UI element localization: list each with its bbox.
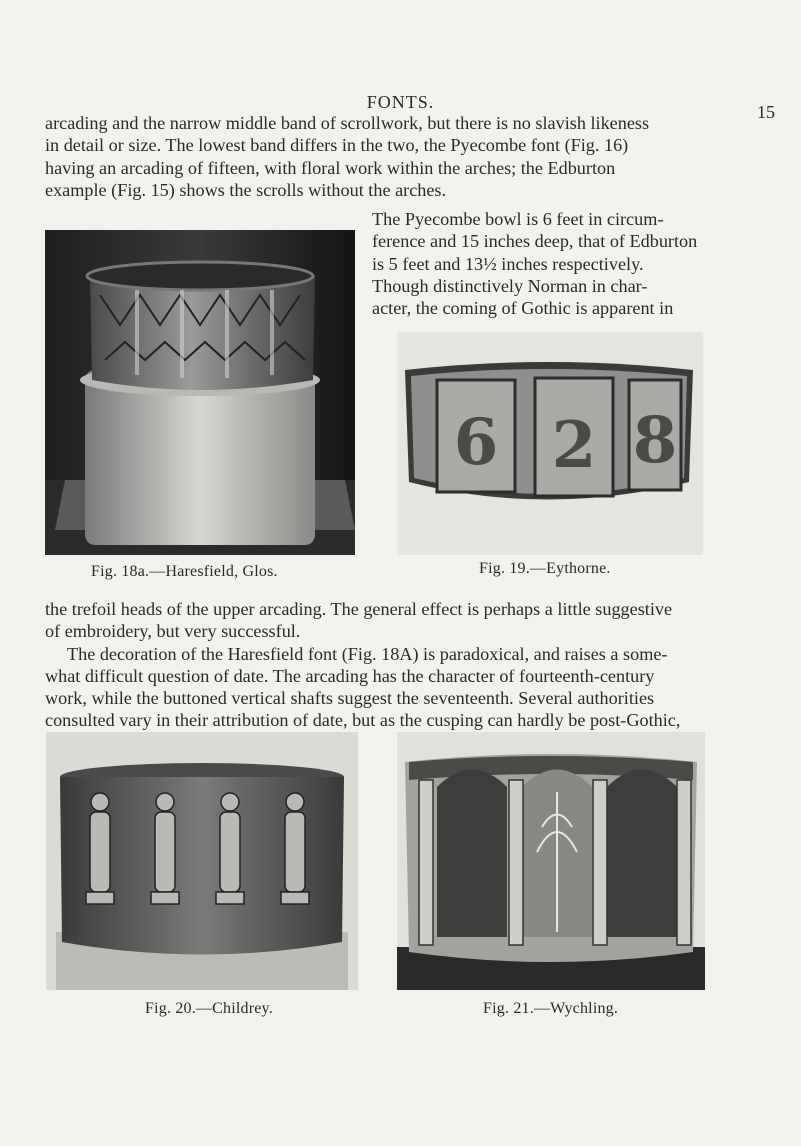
text-line: The decoration of the Haresfield font (Fig. 18A) is paradoxical, and raises a some- <box>67 643 668 664</box>
figure-21-caption: Fig. 21.—Wychling. <box>483 1000 619 1017</box>
inscription-digit: 6 <box>453 405 499 480</box>
running-head: FONTS. <box>366 92 435 112</box>
figure-19-caption: Fig. 19.—Eythorne. <box>479 560 611 577</box>
paragraph-1 <box>45 112 759 201</box>
text-line: the trefoil heads of the upper arcading. The general effect is perhaps a little suggestive <box>45 599 673 619</box>
text-line: ference and 15 inches deep, that of Edburton <box>372 231 698 252</box>
paragraph-2 <box>372 208 758 319</box>
figure-18a-haresfield-photo <box>45 230 355 555</box>
text-line: example (Fig. 15) shows the scrolls without the arches. <box>45 179 447 200</box>
text-line: The Pyecombe bowl is 6 feet in circum- <box>372 209 664 229</box>
text-line: having an arcading of fifteen, with floral work within the arches; the Edburton <box>45 157 616 178</box>
figure-19-eythorne-photo <box>397 332 703 555</box>
text-line: Though distinctively Norman in char- <box>372 275 648 296</box>
paragraph-3 <box>45 598 759 732</box>
text-line: of embroidery, but very successful. <box>45 621 301 642</box>
figure-18a-caption: Fig. 18a.—Haresfield, Glos. <box>91 563 278 580</box>
figure-21-wychling-photo <box>397 732 705 990</box>
page-number: 15 <box>757 102 775 122</box>
figure-20-caption: Fig. 20.—Childrey. <box>145 1000 273 1017</box>
text-line: in detail or size. The lowest band differs in the two, the Pyecombe font (Fig. 16) <box>45 135 629 156</box>
inscription-digit: 8 <box>632 403 678 478</box>
text-line: what difficult question of date. The arcading has the character of fourteenth-century <box>45 665 655 686</box>
text-line: acter, the coming of Gothic is apparent in <box>372 298 674 319</box>
figure-20-childrey-photo <box>46 732 358 990</box>
inscription-digit: 2 <box>551 408 597 483</box>
text-line: consulted vary in their attribution of date, but as the cusping can hardly be post-Gothic, <box>45 710 681 731</box>
text-line: work, while the buttoned vertical shafts suggest the seventeenth. Several authorities <box>45 688 655 709</box>
text-line: arcading and the narrow middle band of scrollwork, but there is no slavish likeness <box>45 113 650 133</box>
text-line: is 5 feet and 13½ inches respectively. <box>372 253 644 274</box>
